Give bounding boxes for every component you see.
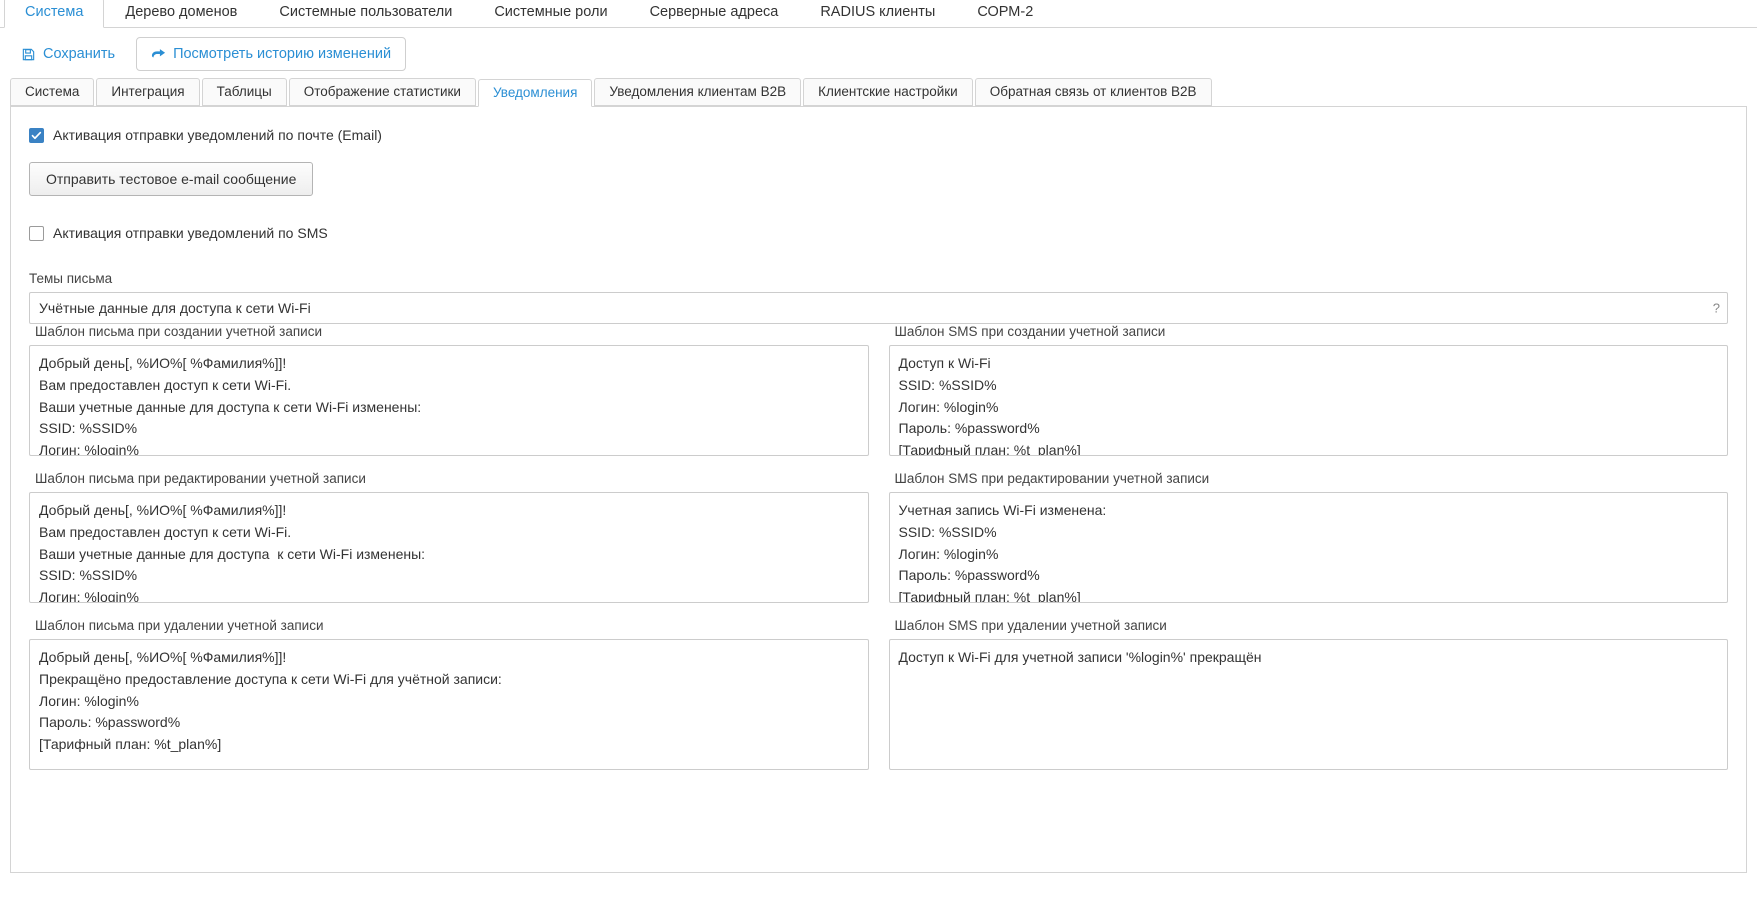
subtab-notifications-label: Уведомления xyxy=(492,85,578,100)
tab-server-addresses-label: Серверные адреса xyxy=(649,4,779,20)
subject-section xyxy=(23,271,1734,324)
sms-template-edit-label: Шаблон SMS при редактировании учетной записи xyxy=(894,471,1210,486)
subtab-client-settings-label: Клиентские настройки xyxy=(818,84,958,99)
template-row-edit-labels xyxy=(29,471,1728,492)
save-button[interactable] xyxy=(10,38,126,70)
template-row-create xyxy=(29,345,1728,459)
tab-system-users[interactable] xyxy=(258,0,473,27)
tab-system-roles[interactable] xyxy=(473,0,628,27)
tab-system[interactable] xyxy=(4,0,104,28)
template-row-create-labels xyxy=(29,324,1728,345)
subtab-tables[interactable] xyxy=(202,78,287,106)
send-test-email-label: Отправить тестовое e-mail сообщение xyxy=(46,171,297,187)
subtab-statistics-display[interactable] xyxy=(289,78,476,106)
email-template-edit-label: Шаблон письма при редактировании учетной записи xyxy=(35,471,366,486)
tab-sorm-2[interactable] xyxy=(956,0,1054,27)
main-tabbar xyxy=(0,0,1757,28)
sms-template-delete-label: Шаблон SMS при удалении учетной записи xyxy=(894,618,1167,633)
subtab-notifications[interactable] xyxy=(478,79,592,107)
history-arrow-icon xyxy=(151,47,166,62)
settings-tabbar xyxy=(10,80,1747,107)
email-template-create-textarea[interactable] xyxy=(29,345,869,456)
sms-template-create-textarea[interactable] xyxy=(889,345,1729,456)
subtab-b2b-client-notifications-label: Уведомления клиентам B2B xyxy=(609,84,787,99)
sms-activation-label: Активация отправки уведомлений по SMS xyxy=(53,225,328,241)
email-activation-label: Активация отправки уведомлений по почте (Email) xyxy=(53,127,382,143)
email-template-create-label: Шаблон письма при создании учетной записи xyxy=(35,324,322,339)
subtab-b2b-client-notifications[interactable] xyxy=(594,78,801,106)
subtab-client-settings[interactable] xyxy=(803,78,973,106)
view-change-history-button[interactable] xyxy=(136,37,406,71)
tab-server-addresses[interactable] xyxy=(629,0,800,27)
save-button-label: Сохранить xyxy=(43,46,116,62)
tab-domain-tree-label: Дерево доменов xyxy=(125,4,238,20)
email-template-edit-textarea[interactable] xyxy=(29,492,869,603)
email-template-delete-textarea[interactable] xyxy=(29,639,869,770)
subtab-tables-label: Таблицы xyxy=(216,84,272,99)
tab-radius-clients-label: RADIUS клиенты xyxy=(820,4,936,20)
subtab-integration-label: Интеграция xyxy=(111,84,185,99)
tab-domain-tree[interactable] xyxy=(104,0,258,27)
sms-template-delete-textarea[interactable] xyxy=(889,639,1729,770)
notifications-settings-panel xyxy=(10,107,1747,873)
sms-activation-checkbox[interactable] xyxy=(29,226,44,241)
toolbar xyxy=(0,28,1757,80)
help-icon[interactable]: ? xyxy=(1712,300,1720,316)
subtab-b2b-client-feedback[interactable] xyxy=(975,78,1212,106)
tab-sorm-2-label: СОРМ-2 xyxy=(977,4,1034,20)
subtab-integration[interactable] xyxy=(96,78,199,106)
email-subject-input[interactable] xyxy=(29,292,1728,324)
template-row-delete xyxy=(29,639,1728,773)
email-activation-row[interactable] xyxy=(29,125,1734,145)
subject-label: Темы письма xyxy=(29,271,113,286)
sms-template-create-label: Шаблон SMS при создании учетной записи xyxy=(894,324,1166,339)
email-activation-checkbox[interactable] xyxy=(29,128,44,143)
subtab-system[interactable] xyxy=(10,78,94,106)
tab-system-label: Система xyxy=(25,4,84,20)
subject-input-wrapper xyxy=(29,292,1728,324)
view-change-history-label: Посмотреть историю изменений xyxy=(173,46,392,62)
email-template-delete-label: Шаблон письма при удалении учетной записи xyxy=(35,618,324,633)
tab-system-roles-label: Системные роли xyxy=(494,4,608,20)
subtab-statistics-display-label: Отображение статистики xyxy=(303,84,461,99)
tab-radius-clients[interactable] xyxy=(799,0,956,27)
template-row-delete-labels xyxy=(29,618,1728,639)
subtab-b2b-client-feedback-label: Обратная связь от клиентов B2B xyxy=(989,84,1197,99)
send-test-email-button[interactable] xyxy=(29,162,313,196)
tab-system-users-label: Системные пользователи xyxy=(279,4,453,20)
sms-template-edit-textarea[interactable] xyxy=(889,492,1729,603)
save-icon xyxy=(21,47,36,62)
template-row-edit xyxy=(29,492,1728,606)
subtabs-wrapper xyxy=(0,80,1757,107)
sms-activation-row[interactable] xyxy=(29,223,1734,243)
subtab-system-label: Система xyxy=(25,84,80,99)
